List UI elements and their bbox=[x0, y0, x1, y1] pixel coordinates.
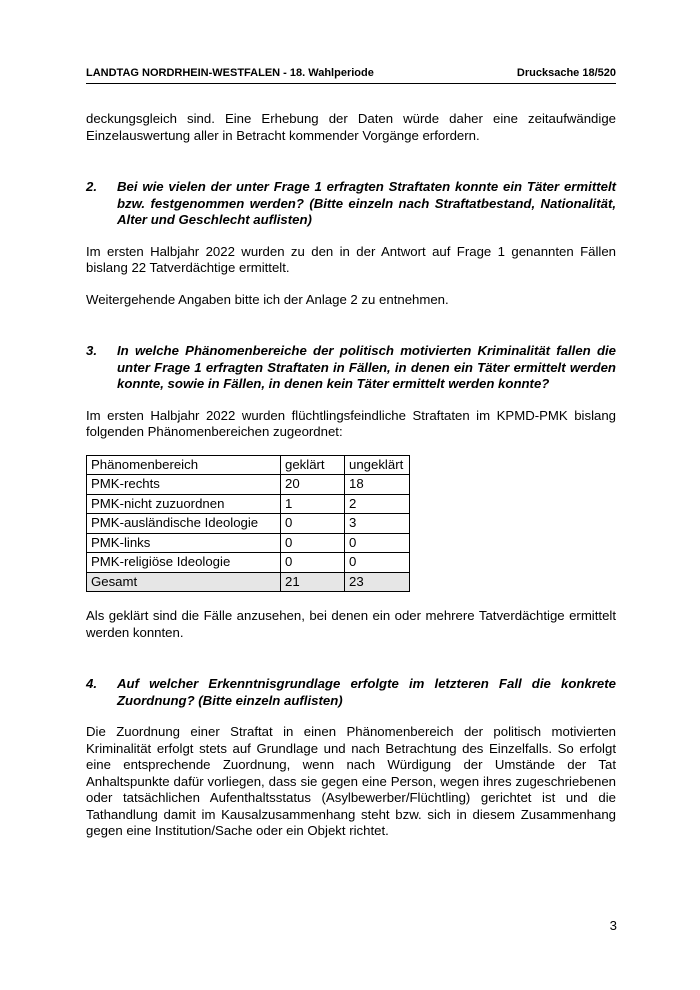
phenomenon-table bbox=[86, 455, 410, 593]
table-header-cell: Phänomenbereich bbox=[87, 455, 281, 475]
table-cell: PMK-links bbox=[87, 533, 281, 553]
table-header-cell: ungeklärt bbox=[345, 455, 410, 475]
question-text: Bei wie vielen der unter Frage 1 erfragten Straftaten konnte ein Täter ermittelt bzw. festgenommen werden? (Bitte einzeln nach Straftatbestand, Nationalität, Alter und Geschlecht auflisten) bbox=[117, 179, 616, 227]
question-number: 2. bbox=[86, 179, 97, 194]
page-content bbox=[86, 111, 616, 840]
table-cell: 3 bbox=[345, 514, 410, 534]
answer-4-paragraph: Die Zuordnung einer Straftat in einen Phänomenbereich der politisch motivierten Kriminalität erfolgt stets auf Grundlage und nach Betrachtung des Einzelfalls. So erfolgt eine entsprechende Zuordnung, wenn nach Würdigung der Umstände der Tat Anhaltspunkte dafür vorliegen, dass sie gegen eine Person, wegen ihres zugeschriebenen oder tatsächlichen Aufenthaltsstatus (Asylbewerber/Flüchtling) gerichtet ist und die Tathandlung damit im Kausalzusammenhang steht bzw. sich in diesem Zusammenhang gegen eine Institution/Sache oder ein Objekt richtet. bbox=[86, 724, 616, 838]
table-row bbox=[87, 475, 410, 495]
page-header bbox=[86, 67, 616, 84]
question-4 bbox=[86, 676, 616, 709]
table-cell: 23 bbox=[345, 572, 410, 592]
table-cell: Gesamt bbox=[87, 572, 281, 592]
table-header-cell: geklärt bbox=[281, 455, 345, 475]
table-cell: 21 bbox=[281, 572, 345, 592]
answer-3-paragraph-2: Als geklärt sind die Fälle anzusehen, bei denen ein oder mehrere Tatverdächtige ermittelt werden konnten. bbox=[86, 608, 616, 640]
table-cell: 0 bbox=[345, 553, 410, 573]
table-cell: 1 bbox=[281, 494, 345, 514]
table-cell: 0 bbox=[281, 533, 345, 553]
page-number: 3 bbox=[609, 918, 617, 933]
paragraph-continuation: deckungsgleich sind. Eine Erhebung der Daten würde daher eine zeitaufwändige Einzelauswertung aller in Betracht kommender Vorgänge erfordern. bbox=[86, 111, 616, 143]
table-cell: 2 bbox=[345, 494, 410, 514]
answer-2-paragraph-2: Weitergehende Angaben bitte ich der Anlage 2 zu entnehmen. bbox=[86, 291, 449, 307]
table-row bbox=[87, 494, 410, 514]
table-header-row bbox=[87, 455, 410, 475]
table-cell: 0 bbox=[345, 533, 410, 553]
table-cell: 0 bbox=[281, 514, 345, 534]
table-cell: 18 bbox=[345, 475, 410, 495]
question-3 bbox=[86, 343, 616, 393]
table-cell: PMK-nicht zuzuordnen bbox=[87, 494, 281, 514]
question-text: In welche Phänomenbereiche der politisch motivierten Kriminalität fallen die unter Frage 1 erfragten Straftaten in Fällen, in denen ein Täter ermittelt werden konnte, sowie in Fällen, in denen kein Täter ermittelt werden konnte? bbox=[117, 343, 616, 391]
table-row bbox=[87, 553, 410, 573]
table-cell: PMK-religiöse Ideologie bbox=[87, 553, 281, 573]
table-row bbox=[87, 533, 410, 553]
question-number: 3. bbox=[86, 343, 97, 358]
question-text: Auf welcher Erkenntnisgrundlage erfolgte im letzteren Fall die konkrete Zuordnung? (Bitte einzeln auflisten) bbox=[117, 676, 616, 708]
table-row bbox=[87, 514, 410, 534]
table-cell: PMK-rechts bbox=[87, 475, 281, 495]
header-document-number: Drucksache 18/520 bbox=[516, 67, 616, 79]
table-cell: PMK-ausländische Ideologie bbox=[87, 514, 281, 534]
table-cell: 0 bbox=[281, 553, 345, 573]
table-total-row bbox=[87, 572, 410, 592]
header-parliament: LANDTAG NORDRHEIN-WESTFALEN - 18. Wahlperiode bbox=[86, 67, 374, 79]
question-2 bbox=[86, 179, 616, 229]
question-number: 4. bbox=[86, 676, 97, 691]
answer-3-paragraph-1: Im ersten Halbjahr 2022 wurden flüchtlingsfeindliche Straftaten im KPMD-PMK bislang folgenden Phänomenbereichen zugeordnet: bbox=[86, 407, 616, 439]
table-cell: 20 bbox=[281, 475, 345, 495]
answer-2-paragraph-1: Im ersten Halbjahr 2022 wurden zu den in der Antwort auf Frage 1 genannten Fällen bislang 22 Tatverdächtige ermittelt. bbox=[86, 243, 616, 275]
